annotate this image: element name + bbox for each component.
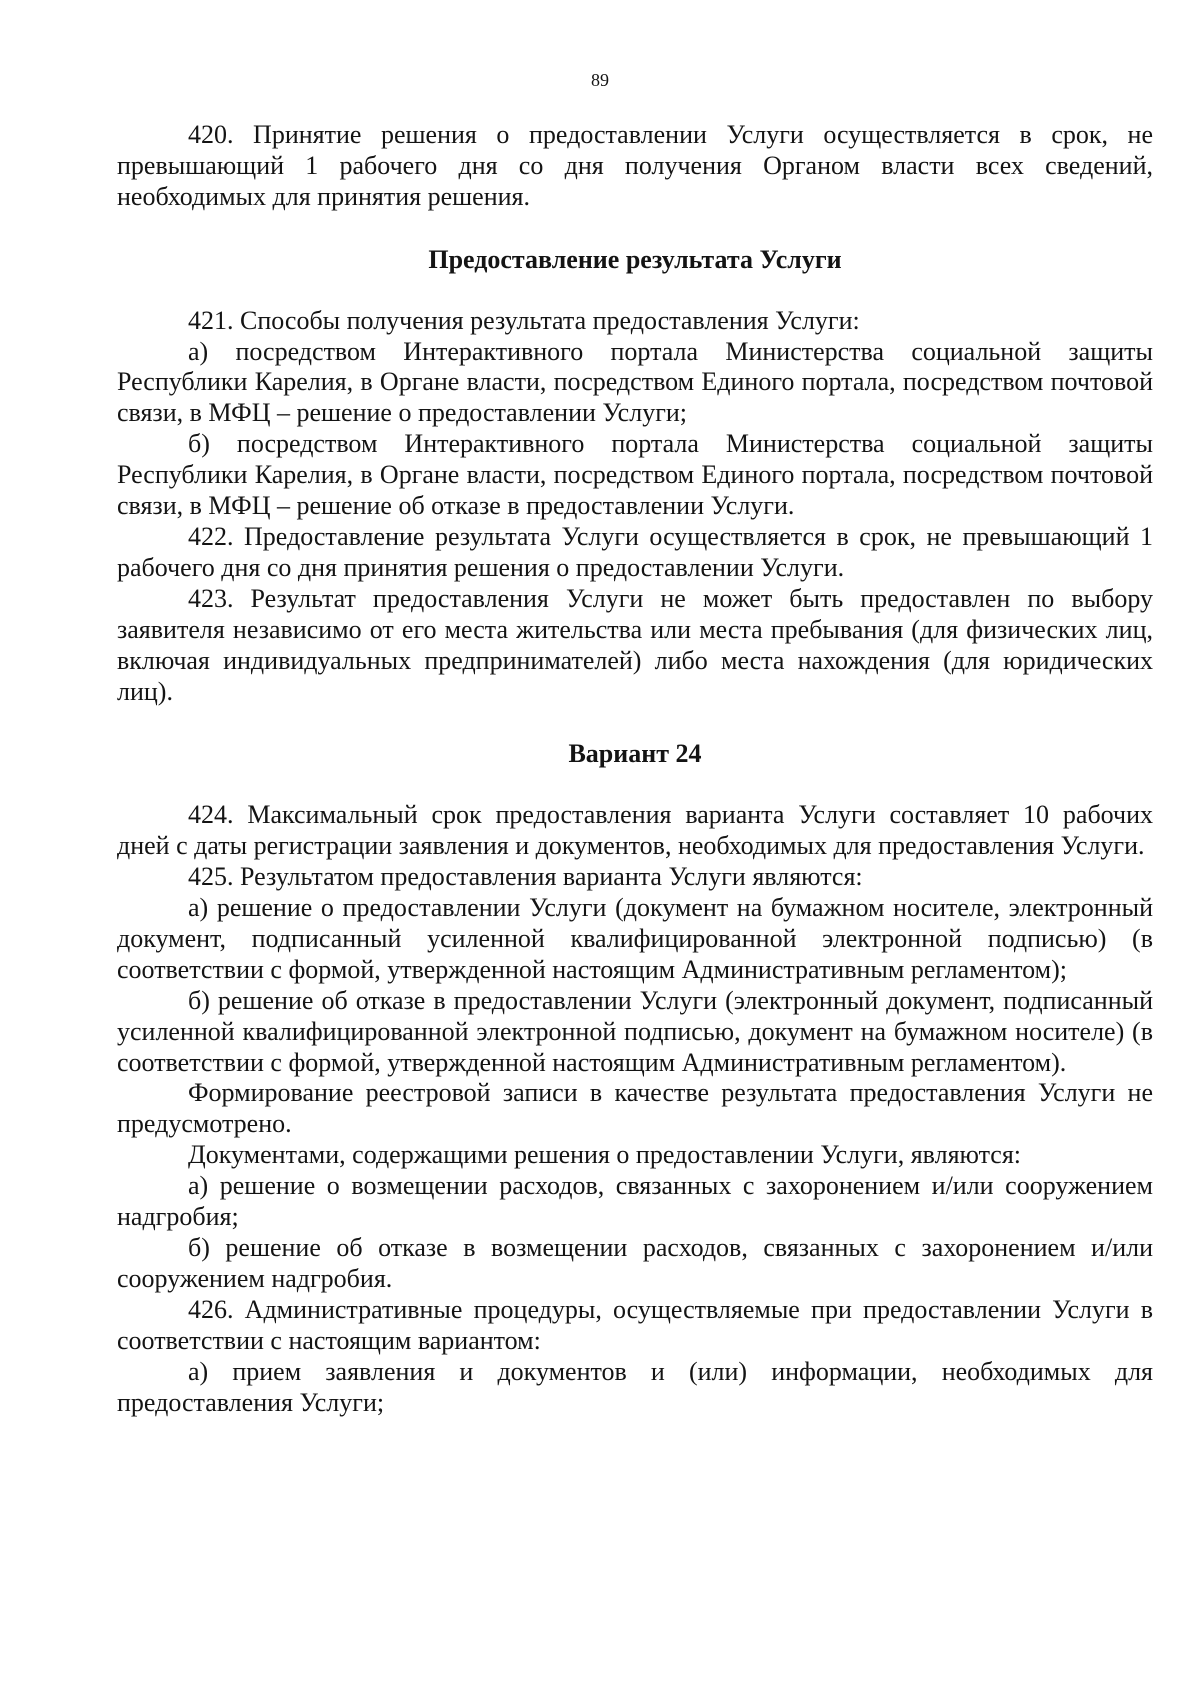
paragraph-425-a: а) решение о предоставлении Услуги (документ на бумажном носителе, электронный документ, подписанный усиленной квалифицированной электронной подписью) (в соответствии с формой, утвержденной настоящим Административным регламентом); <box>117 893 1153 984</box>
paragraph-420: 420. Принятие решения о предоставлении Услуги осуществляется в срок, не превышающий 1 рабочего дня со дня получения Органом власти всех сведений, необходимых для принятия решения. <box>117 120 1153 211</box>
paragraph-426: 426. Административные процедуры, осуществляемые при предоставлении Услуги в соответствии с настоящим вариантом: <box>117 1294 1153 1355</box>
paragraph-423: 423. Результат предоставления Услуги не может быть предоставлен по выбору заявителя независимо от его места жительства или места пребывания (для физических лиц, включая индивидуальных предпринимателей) либо места нахождения (для юридических лиц). <box>117 583 1153 706</box>
paragraph-425-b: б) решение об отказе в предоставлении Услуги (электронный документ, подписанный усиленной квалифицированной электронной подписью, документ на бумажном носителе) (в соответствии с формой, утвержденной настоящим Административным регламентом). <box>117 985 1153 1077</box>
section-heading-result: Предоставление результата Услуги <box>428 244 842 274</box>
paragraph-registry-record: Формирование реестровой записи в качестве результата предоставления Услуги не предусмотрено. <box>117 1078 1153 1139</box>
paragraph-decision-documents-b: б) решение об отказе в возмещении расходов, связанных с захоронением и/или сооружением надгробия. <box>117 1233 1153 1293</box>
paragraph-424: 424. Максимальный срок предоставления варианта Услуги составляет 10 рабочих дней с даты регистрации заявления и документов, необходимых для предоставления Услуги. <box>117 800 1153 861</box>
paragraph-decision-documents: Документами, содержащими решения о предоставлении Услуги, являются: <box>188 1140 1022 1170</box>
paragraph-421-a: а) посредством Интерактивного портала Министерства социальной защиты Республики Карелия, в Органе власти, посредством Единого портала, посредством почтовой связи, в МФЦ – решение о предоставлении Услуги; <box>117 336 1153 428</box>
document-body <box>117 120 1153 1418</box>
paragraph-421-b: б) посредством Интерактивного портала Министерства социальной защиты Республики Карелия, в Органе власти, посредством Единого портала, посредством почтовой связи, в МФЦ – решение об отказе в предоставлении Услуги. <box>117 429 1153 521</box>
paragraph-426-a: а) прием заявления и документов и (или) информации, необходимых для предоставления Услуги; <box>117 1356 1153 1417</box>
section-heading-variant: Вариант 24 <box>568 739 702 769</box>
page-number: 89 <box>591 70 609 90</box>
paragraph-425: 425. Результатом предоставления варианта Услуги являются: <box>188 862 863 892</box>
paragraph-421: 421. Способы получения результата предоставления Услуги: <box>188 305 860 335</box>
paragraph-422: 422. Предоставление результата Услуги осуществляется в срок, не превышающий 1 рабочего дня со дня принятия решения о предоставлении Услуги. <box>117 521 1153 582</box>
paragraph-decision-documents-a: а) решение о возмещении расходов, связанных с захоронением и/или сооружением надгробия; <box>117 1171 1153 1232</box>
